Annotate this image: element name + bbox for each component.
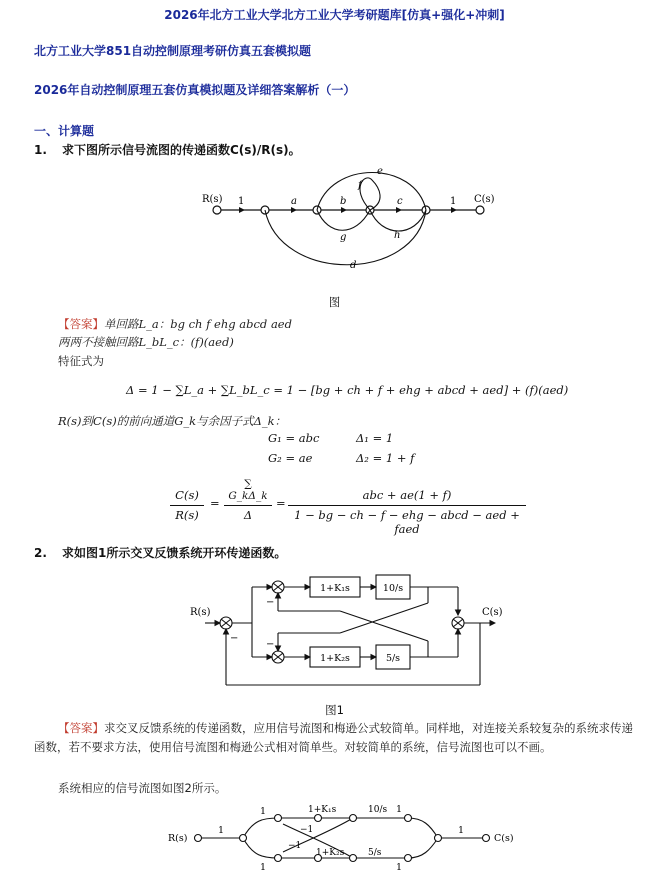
answer-paragraph-2	[34, 719, 644, 757]
label-e: e	[377, 166, 383, 177]
answer-line-2b: 系统相应的信号流图如图2所示。	[58, 781, 227, 795]
figure-caption-2: 图1	[325, 703, 344, 717]
bd-block4-label: 5/s	[385, 653, 401, 664]
tf-bar	[288, 505, 526, 506]
bd-minus-input: −	[230, 633, 239, 644]
exam-subtitle: 北方工业大学851自动控制原理考研仿真五套模拟题	[34, 44, 312, 58]
answer-tag-2: 【答案】	[58, 721, 104, 735]
eq-sign-1: =	[210, 496, 220, 510]
tf-den: 1 − bg − ch − f − ehg − abcd − aed + faed	[294, 508, 520, 536]
paper-subtitle: 2026年自动控制原理五套仿真模拟题及详细答案解析（一）	[34, 83, 356, 97]
question-1-text: 求下图所示信号流图的传递函数C(s)/R(s)。	[62, 143, 301, 157]
sfg2-g1: 10/s	[368, 805, 388, 815]
signal-flow-graph-2	[168, 800, 518, 875]
bd-block3-label: 1+K₂s	[320, 653, 350, 664]
label-h: h	[394, 230, 401, 241]
tf-sum-den: Δ	[243, 508, 253, 522]
branch-g	[317, 210, 370, 230]
bd-minus-lower: −	[266, 639, 275, 650]
sfg2-one-f: 1	[458, 825, 465, 836]
tf-lhs-bar	[170, 505, 204, 506]
tf-lhs-num: C(s)	[175, 488, 199, 502]
section-title: 一、计算题	[34, 124, 95, 138]
label-f: f	[358, 180, 362, 191]
answer-line-1	[58, 316, 292, 332]
sfg2-one-a: 1	[218, 825, 225, 836]
bd-minus-upper: −	[266, 597, 275, 608]
sfg2-minus-one-a: −1	[300, 825, 314, 835]
label-b: b	[340, 196, 347, 207]
sfg2-g2: 5/s	[368, 848, 382, 858]
block-diagram	[190, 565, 510, 695]
label-1a: 1	[238, 196, 245, 207]
bd-block2-label: 10/s	[382, 583, 404, 594]
bd-block1-label: 1+K₁s	[320, 583, 350, 594]
page-title: 2026年北方工业大学北方工业大学考研题库[仿真+强化+冲刺]	[164, 8, 505, 22]
g2-formula: G₂ = ae	[268, 451, 313, 465]
eq-sign-2: =	[276, 496, 286, 510]
question-2	[34, 544, 286, 561]
branch-e	[317, 173, 426, 211]
sfg2-k2: 1+K₂s	[316, 848, 345, 858]
question-2-number: 2.	[34, 546, 47, 560]
sfg2-one-e: 1	[396, 862, 403, 873]
g1-formula: G₁ = abc	[268, 431, 320, 445]
d1-formula: Δ₁ = 1	[356, 431, 394, 445]
node-R	[213, 206, 221, 214]
answer-line-2: 两两不接触回路L_bL_c：(f)(aed)	[58, 335, 234, 349]
bd-label-C: C(s)	[482, 607, 503, 618]
label-a: a	[291, 196, 297, 207]
figure-caption-1: 图	[328, 295, 341, 309]
answer-text-2: 求交叉反馈系统的传递函数，应用信号流图和梅逊公式较简单。同样地，对连接关系较复杂的系统求传递函数，若不要求方法，使用信号流图和梅逊公式相对简单些。对较简单的系统，信号流图也可以不画。	[34, 721, 633, 754]
question-1-number: 1.	[34, 143, 47, 157]
signal-flow-graph-1	[190, 158, 500, 278]
answer-tag-1: 【答案】	[58, 317, 104, 331]
bd-label-R: R(s)	[190, 607, 211, 618]
sfg2-one-d: 1	[396, 804, 403, 815]
sfg2-k1: 1+K₁s	[308, 805, 337, 815]
sfg2-label-C: C(s)	[494, 833, 514, 844]
branch-h	[370, 210, 426, 231]
label-R: R(s)	[202, 194, 223, 205]
delta-formula: Δ = 1 − ∑L_a + ∑L_bL_c = 1 − [bg + ch + f + ehg + abcd + aed] + (f)(aed)	[126, 383, 569, 397]
tf-num: abc + ae(1 + f)	[362, 488, 452, 502]
sfg2-minus-one-b: −1	[288, 841, 302, 851]
tf-sum-num: ∑ G_kΔ_k	[228, 478, 268, 502]
label-1b: 1	[450, 196, 457, 207]
question-2-text: 求如图1所示交叉反馈系统开环传递函数。	[62, 546, 287, 560]
question-1	[34, 141, 301, 158]
tf-sum-bar	[224, 505, 272, 506]
answer-line-3: 特征式为	[58, 354, 104, 368]
sfg2-one-c: 1	[260, 862, 267, 873]
label-d: d	[350, 260, 357, 271]
label-c: c	[397, 196, 403, 207]
branch-f	[360, 178, 380, 210]
label-g: g	[340, 232, 347, 243]
sfg2-label-R: R(s)	[168, 833, 188, 844]
answer-text-1: 单回路L_a：bg ch f ehg abcd aed	[104, 317, 292, 331]
tf-lhs-den: R(s)	[175, 508, 199, 522]
node-C	[476, 206, 484, 214]
sfg2-one-b: 1	[260, 806, 267, 817]
label-C: C(s)	[474, 194, 495, 205]
forward-path-text: R(s)到C(s)的前向通道G_k与余因子式Δ_k：	[58, 414, 287, 428]
d2-formula: Δ₂ = 1 + f	[356, 451, 415, 465]
